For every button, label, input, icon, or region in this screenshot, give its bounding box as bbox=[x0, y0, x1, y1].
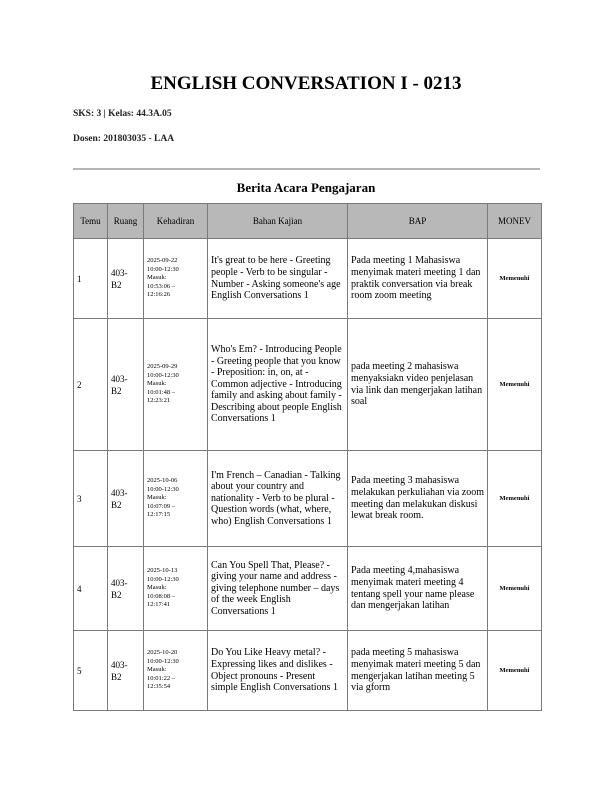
cell-temu: 3 bbox=[74, 451, 108, 547]
cell-bahan-kajian: It's great to be here - Greeting people - Verb to be singular - Number - Asking someone's age English Conversations 1 bbox=[208, 239, 348, 319]
cell-bap: Pada meeting 1 Mahasiswa menyimak materi meeting 1 dan praktik conversation via break room zoom meeting bbox=[348, 239, 488, 319]
cell-bap: Pada meeting 3 mahasiswa melakukan perkuliahan via zoom meeting dan melakukan diskusi lewat break room. bbox=[348, 451, 488, 547]
table-row bbox=[74, 319, 542, 451]
cell-kehadiran: 2025-10-20 10:00-12:30 Masuk: 10:01:22 – 12:35:54 bbox=[144, 631, 208, 711]
column-header-kehadiran: Kehadiran bbox=[144, 204, 208, 239]
cell-monev: Memenuhi bbox=[488, 319, 542, 451]
table-row bbox=[74, 631, 542, 711]
cell-bap: Pada meeting 4,mahasiswa menyimak materi meeting 4 tentang spell your name please dan mengerjakan latihan bbox=[348, 547, 488, 631]
column-header-monev: MONEV bbox=[488, 204, 542, 239]
cell-kehadiran: 2025-10-06 10:00-12:30 Masuk: 10:07:09 – 12:17:15 bbox=[144, 451, 208, 547]
column-header-bahan-kajian: Bahan Kajian bbox=[208, 204, 348, 239]
column-header-ruang: Ruang bbox=[108, 204, 144, 239]
cell-monev: Memenuhi bbox=[488, 631, 542, 711]
column-header-temu: Temu bbox=[74, 204, 108, 239]
cell-bap: pada meeting 5 mahasiswa menyimak materi meeting 5 dan mengerjakan latihan meeting 5 via gform bbox=[348, 631, 488, 711]
cell-temu: 1 bbox=[74, 239, 108, 319]
cell-temu: 5 bbox=[74, 631, 108, 711]
cell-kehadiran: 2025-10-13 10:00-12:30 Masuk: 10:08:08 – 12:17:41 bbox=[144, 547, 208, 631]
section-title: Berita Acara Pengajaran bbox=[236, 180, 376, 195]
cell-kehadiran: 2025-09-29 10:00-12:30 Masuk: 10:01:48 – 12:23:21 bbox=[144, 319, 208, 451]
cell-temu: 2 bbox=[74, 319, 108, 451]
cell-bahan-kajian: Can You Spell That, Please? - giving your name and address - giving telephone number – days of the week English Conversations 1 bbox=[208, 547, 348, 631]
table-row bbox=[74, 451, 542, 547]
cell-bap: pada meeting 2 mahasiswa menyaksiakn video penjelasan via link dan mengerjakan latihan soal bbox=[348, 319, 488, 451]
table-header-row bbox=[74, 204, 542, 239]
column-header-bap: BAP bbox=[348, 204, 488, 239]
cell-ruang: 403- B2 bbox=[108, 451, 144, 547]
document-title: ENGLISH CONVERSATION I - 0213 bbox=[150, 73, 462, 94]
cell-monev: Memenuhi bbox=[488, 239, 542, 319]
cell-ruang: 403- B2 bbox=[108, 239, 144, 319]
table-row bbox=[74, 547, 542, 631]
cell-monev: Memenuhi bbox=[488, 547, 542, 631]
cell-ruang: 403- B2 bbox=[108, 547, 144, 631]
cell-kehadiran: 2025-09-22 10:00-12:30 Masuk: 10:53:06 – 12:16:26 bbox=[144, 239, 208, 319]
cell-ruang: 403- B2 bbox=[108, 319, 144, 451]
cell-bahan-kajian: I'm French – Canadian - Talking about your country and nationality - Verb to be plural - Question words (what, where, who) English Conversations 1 bbox=[208, 451, 348, 547]
cell-temu: 4 bbox=[74, 547, 108, 631]
lecturer-line: Dosen: 201803035 - LAA bbox=[73, 134, 175, 144]
teaching-record-table bbox=[73, 203, 542, 711]
cell-monev: Memenuhi bbox=[488, 451, 542, 547]
cell-bahan-kajian: Who's Em? - Introducing People - Greeting people that you know - Preposition: in, on, at - Common adjective - Introducing family and asking about family - Describing about people English Conversations 1 bbox=[208, 319, 348, 451]
sks-class-line: SKS: 3 | Kelas: 44.3A.05 bbox=[73, 109, 172, 119]
section-divider bbox=[73, 168, 540, 170]
cell-ruang: 403- B2 bbox=[108, 631, 144, 711]
cell-bahan-kajian: Do You Like Heavy metal? - Expressing likes and dislikes - Object pronouns - Present simple English Conversations 1 bbox=[208, 631, 348, 711]
table-row bbox=[74, 239, 542, 319]
